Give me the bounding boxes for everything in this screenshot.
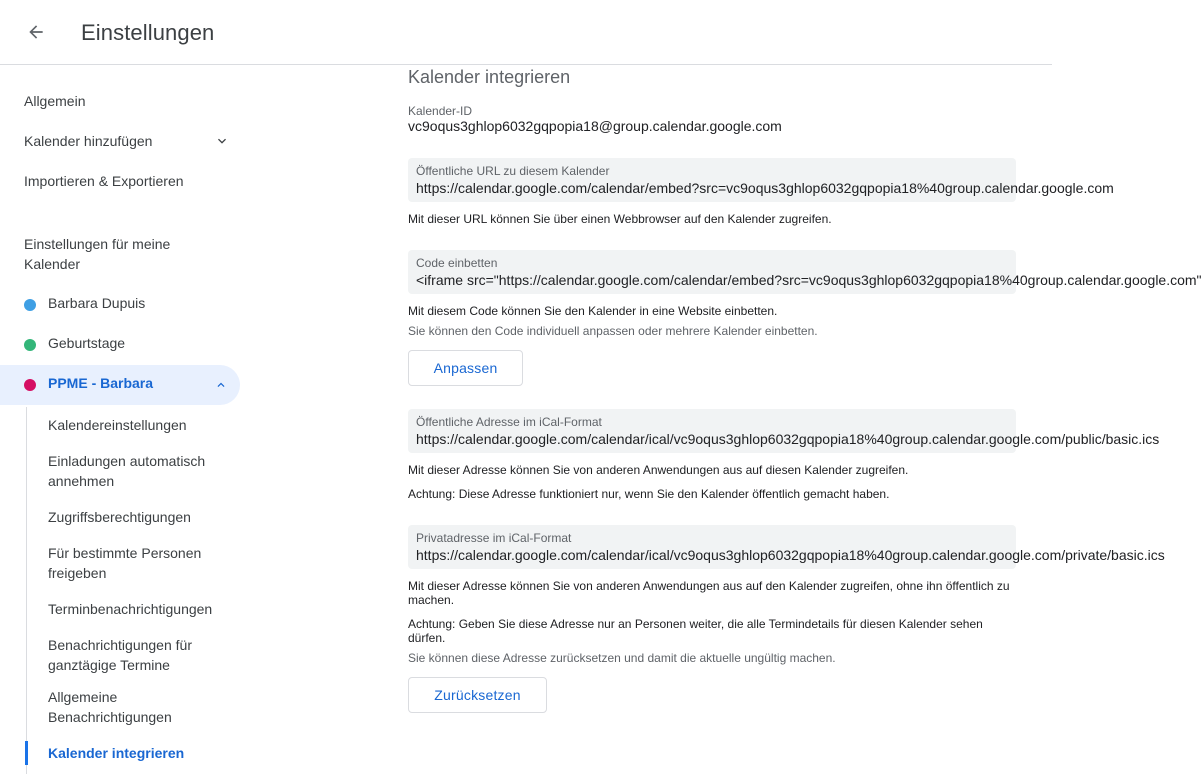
public-url-hint: Mit dieser URL können Sie über einen Webbrowser auf den Kalender zugreifen. [408, 212, 832, 226]
public-url-label: Öffentliche URL zu diesem Kalender [416, 164, 610, 178]
calendar-item-geburtstage[interactable] [0, 325, 240, 365]
reset-button[interactable]: Zurücksetzen [408, 677, 547, 713]
ical-public-value[interactable]: https://calendar.google.com/calendar/ical/vc9oqus3ghlop6032gqpopia18%40group.calendar.google.com/public/basic.ics [416, 431, 1160, 447]
calendar-color-dot [24, 299, 36, 311]
my-calendars-heading: Einstellungen für meine Kalender [24, 236, 171, 272]
calendar-id-label: Kalender-ID [408, 104, 473, 118]
nav-add-calendar[interactable]: Kalender hinzufügen [24, 133, 153, 149]
subnav-allday-notifications[interactable]: Benachrichtigungen für ganztägige Termine [48, 637, 192, 673]
calendar-id-value[interactable]: vc9oqus3ghlop6032gqpopia18@group.calendar.google.com [408, 118, 782, 134]
subnav-auto-accept[interactable]: Einladungen automatisch annehmen [48, 453, 206, 489]
subnav-share-with-people[interactable]: Für bestimmte Personen freigeben [48, 545, 202, 581]
chevron-down-icon[interactable] [212, 133, 232, 149]
ical-public-field[interactable] [408, 409, 1160, 453]
calendar-item-ppme-barbara[interactable] [0, 365, 240, 405]
embed-hint-secondary: Sie können den Code individuell anpassen oder mehrere Kalender einbetten. [408, 324, 818, 338]
top-app-bar [0, 0, 1052, 65]
back-button[interactable] [20, 16, 52, 48]
customize-button[interactable]: Anpassen [408, 350, 523, 386]
subnav-calendar-settings[interactable]: Kalendereinstellungen [48, 417, 187, 433]
embed-code-field[interactable] [408, 250, 1202, 294]
ical-private-label: Privatadresse im iCal-Format [416, 531, 572, 545]
subnav-guide-line [26, 407, 27, 774]
section-title: Kalender integrieren [408, 67, 571, 87]
arrow-back-icon [26, 22, 46, 42]
calendar-name: Barbara Dupuis [48, 295, 146, 311]
public-url-field[interactable] [408, 158, 1114, 202]
ical-public-label: Öffentliche Adresse im iCal-Format [416, 415, 602, 429]
subnav-integrate-calendar[interactable]: Kalender integrieren [48, 745, 185, 761]
embed-code-label: Code einbetten [416, 256, 498, 270]
ical-private-hint: Mit dieser Adresse können Sie von anderen Anwendungen aus auf den Kalender zugreifen, ohne ihn öffentlich zu machen. [408, 579, 1010, 607]
ical-private-field[interactable] [408, 525, 1165, 569]
subnav-access-permissions[interactable]: Zugriffsberechtigungen [48, 509, 191, 525]
ical-private-warning: Achtung: Geben Sie diese Adresse nur an Personen weiter, die alle Termindetails für diesen Kalender sehen dürfen. [408, 617, 983, 645]
subnav-event-notifications[interactable]: Terminbenachrichtigungen [48, 601, 213, 617]
public-url-value[interactable]: https://calendar.google.com/calendar/embed?src=vc9oqus3ghlop6032gqpopia18%40group.calendar.google.com [416, 180, 1114, 196]
calendar-name: PPME - Barbara [48, 375, 154, 391]
nav-general[interactable]: Allgemein [24, 93, 86, 109]
calendar-name: Geburtstage [48, 335, 126, 351]
ical-public-warning: Achtung: Diese Adresse funktioniert nur, wenn Sie den Kalender öffentlich gemacht haben. [408, 487, 890, 501]
embed-code-value[interactable]: <iframe src="https://calendar.google.com/calendar/embed?src=vc9oqus3ghlop6032gqpopia18%40group.calendar.google.com" [416, 272, 1202, 288]
embed-hint: Mit diesem Code können Sie den Kalender in eine Website einbetten. [408, 304, 778, 318]
subnav-general-notifications[interactable]: Allgemeine Benachrichtigungen [48, 689, 172, 725]
calendar-item-barbara-dupuis[interactable] [0, 285, 240, 325]
ical-public-hint: Mit dieser Adresse können Sie von anderen Anwendungen aus auf diesen Kalender zugreifen. [408, 463, 909, 477]
active-indicator [25, 741, 28, 765]
ical-private-value[interactable]: https://calendar.google.com/calendar/ical/vc9oqus3ghlop6032gqpopia18%40group.calendar.google.com/private/basic.ics [416, 547, 1165, 563]
calendar-color-dot [24, 379, 36, 391]
nav-import-export[interactable]: Importieren & Exportieren [24, 173, 184, 189]
chevron-up-icon[interactable] [213, 378, 229, 392]
ical-reset-hint: Sie können diese Adresse zurücksetzen und damit die aktuelle ungültig machen. [408, 651, 836, 665]
calendar-color-dot [24, 339, 36, 351]
page-title: Einstellungen [81, 20, 215, 45]
